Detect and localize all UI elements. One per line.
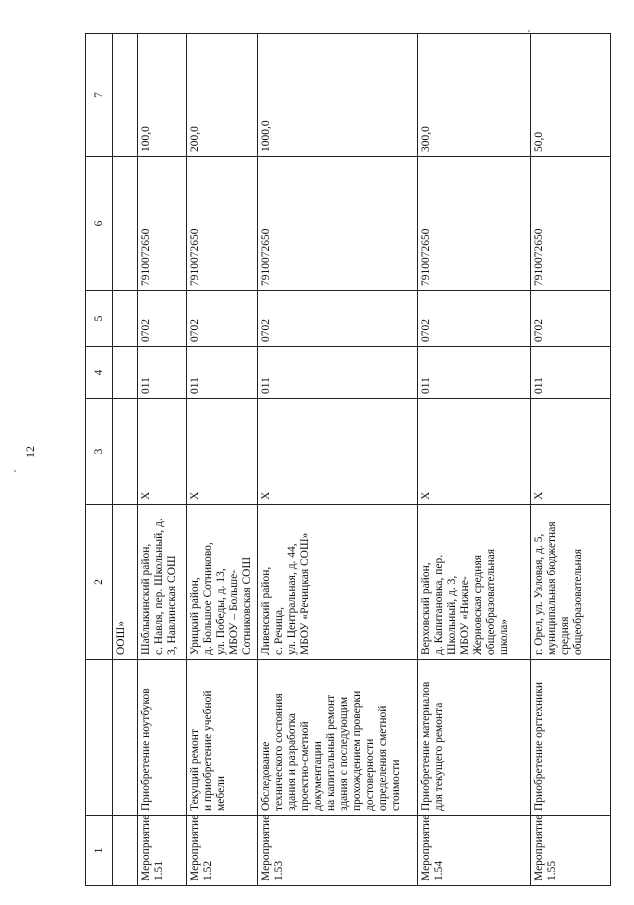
row-col5: 0702	[258, 291, 418, 347]
empty-cell	[113, 291, 138, 347]
row-col4: 011	[187, 347, 258, 399]
scan-speck	[14, 470, 16, 472]
row-address: Шаблыкинский район, с. Навля, пер. Школьный, д. 3, Навлинская СОШ	[138, 505, 187, 660]
table-row	[113, 34, 138, 886]
row-address: Ливенский район, с. Речица, ул. Центральная, д. 44, МБОУ «Речицкая СОШ»	[258, 505, 418, 660]
row-col6: 7910072650	[187, 157, 258, 291]
row-col3: Х	[258, 399, 418, 505]
row-col3: Х	[418, 399, 531, 505]
row-col6: 7910072650	[531, 157, 611, 291]
row-col7: 100,0	[138, 34, 187, 157]
row-title: Приобретение ноутбуков	[138, 660, 187, 816]
row-title: Текущий ремонт и приобретение учебной мебели	[187, 660, 258, 816]
header-cell: 2	[86, 505, 113, 660]
empty-cell	[113, 399, 138, 505]
row-col3: Х	[531, 399, 611, 505]
row-address: г. Орел, ул. Узловая, д. 5, муниципальная бюджетная средняя общеобразовательная	[531, 505, 611, 660]
row-col7: 200,0	[187, 34, 258, 157]
table-row	[138, 34, 187, 886]
row-label: Мероприятие 1.55	[531, 816, 611, 886]
header-cell: 4	[86, 347, 113, 399]
scan-speck	[528, 30, 530, 32]
table-row	[531, 34, 611, 886]
row-col4: 011	[258, 347, 418, 399]
row-col7: 1000,0	[258, 34, 418, 157]
row-col6: 7910072650	[258, 157, 418, 291]
row-col5: 0702	[531, 291, 611, 347]
activities-table	[85, 33, 611, 886]
row-col7: 300,0	[418, 34, 531, 157]
row-label: Мероприятие 1.52	[187, 816, 258, 886]
row-title: Приобретение оргтехники	[531, 660, 611, 816]
row-address: Верховский район, д. Капитановка, пер. Школьный, д. 3, МБОУ «Нижне- Жерновская средняя общеобразовательная школа»	[418, 505, 531, 660]
empty-cell	[113, 660, 138, 816]
row-title: Приобретение материалов для текущего ремонта	[418, 660, 531, 816]
row-col3: Х	[187, 399, 258, 505]
header-cell: 7	[86, 34, 113, 157]
row-col3: Х	[138, 399, 187, 505]
header-cell: 6	[86, 157, 113, 291]
row-label: Мероприятие 1.53	[258, 816, 418, 886]
row-col5: 0702	[187, 291, 258, 347]
row-col6: 7910072650	[138, 157, 187, 291]
row-col4: 011	[531, 347, 611, 399]
empty-cell	[113, 157, 138, 291]
row-col5: 0702	[138, 291, 187, 347]
page-number: 12	[23, 446, 37, 458]
row-label: Мероприятие 1.54	[418, 816, 531, 886]
header-cell	[86, 660, 113, 816]
empty-cell	[113, 347, 138, 399]
carry-over-cell: ООШ»	[113, 505, 138, 660]
row-address: Урицкий район, д. Большое Сотниково, ул. Победы, д. 13, МБОУ – Больше-Сотниковская СОШ	[187, 505, 258, 660]
table-row	[187, 34, 258, 886]
header-cell: 1	[86, 816, 113, 886]
header-cell: 5	[86, 291, 113, 347]
table-header-row	[86, 34, 113, 886]
row-title: Обследование технического состояния здания и разработка проектно-сметной документации на капитальный ремонт здания с последующим прохождением проверки достоверности определения сметной стоимости	[258, 660, 418, 816]
row-col6: 7910072650	[418, 157, 531, 291]
empty-cell	[113, 816, 138, 886]
row-col5: 0702	[418, 291, 531, 347]
row-label: Мероприятие 1.51	[138, 816, 187, 886]
header-cell: 3	[86, 399, 113, 505]
row-col7: 50,0	[531, 34, 611, 157]
table-row	[418, 34, 531, 886]
row-col4: 011	[418, 347, 531, 399]
row-col4: 011	[138, 347, 187, 399]
empty-cell	[113, 34, 138, 157]
table-row	[258, 34, 418, 886]
